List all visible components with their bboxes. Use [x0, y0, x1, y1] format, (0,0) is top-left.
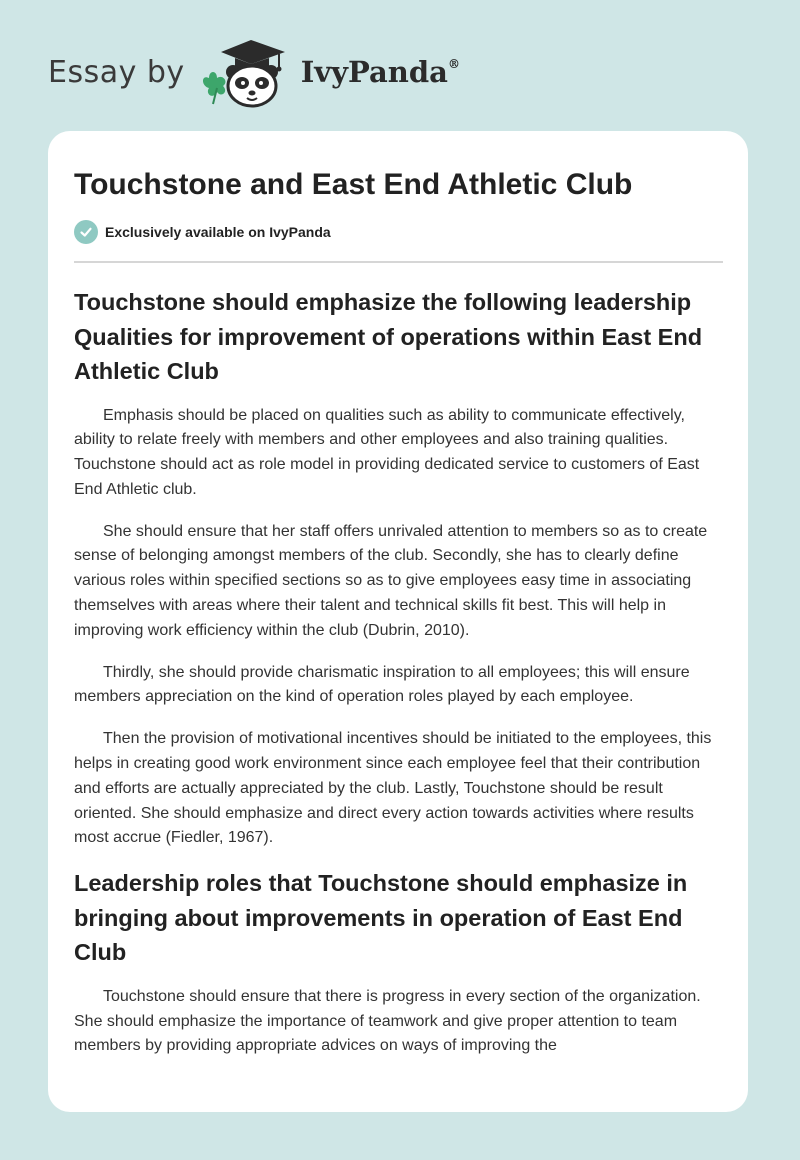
check-circle-icon — [74, 220, 98, 244]
paragraph: Then the provision of motivational incentives should be initiated to the employees, this helps in creating good work environment since each employee feel that their contribution and efforts are actually appreciated by the club. Lastly, Touchstone should be result oriented. She should emphasize and direct every action towards activities where results most accrue (Fiedler, 1967). — [74, 730, 712, 847]
paragraph: Emphasis should be placed on qualities such as ability to communicate effectively, ability to relate freely with members and other employees and also training qualities. Touchstone should act as role model in providing dedicated service to customers of East End Athletic club. — [74, 406, 700, 498]
paragraph: Touchstone should ensure that there is progress in every section of the organization. She should emphasize the importance of teamwork and give proper attention to team members by providing appropriate advices on ways of improving the — [74, 987, 701, 1055]
panda-graduate-icon — [199, 34, 295, 110]
exclusive-badge — [74, 219, 723, 245]
essay-content — [74, 131, 723, 1059]
section-leadership-roles — [74, 866, 723, 1059]
essay-card — [48, 131, 748, 1112]
brand-header — [48, 34, 460, 110]
brand-name: IvyPanda® — [300, 55, 460, 89]
brand-prefix: Essay by — [48, 54, 185, 90]
section-leadership-qualities — [74, 285, 723, 851]
page-title: Touchstone and East End Athletic Club — [74, 168, 633, 201]
paragraph: Thirdly, she should provide charismatic inspiration to all employees; this will ensure members appreciation on the kind of operation roles played by each employee. — [74, 663, 690, 706]
paragraph: She should ensure that her staff offers unrivaled attention to members so as to create sense of belonging amongst members of the club. Secondly, she has to clearly define various roles within specified sections so as to give employees easy time in associating themselves with areas where their talent and technical skills fit best. This will help in improving work efficiency within the club (Dubrin, 2010). — [74, 522, 708, 639]
section-heading: Touchstone should emphasize the following leadership Qualities for improvement of operations within East End Athletic Club — [74, 289, 703, 384]
divider — [74, 261, 723, 263]
exclusive-label: Exclusively available on IvyPanda — [105, 224, 331, 240]
section-heading: Leadership roles that Touchstone should emphasize in bringing about improvements in operation of East End Club — [74, 870, 688, 966]
